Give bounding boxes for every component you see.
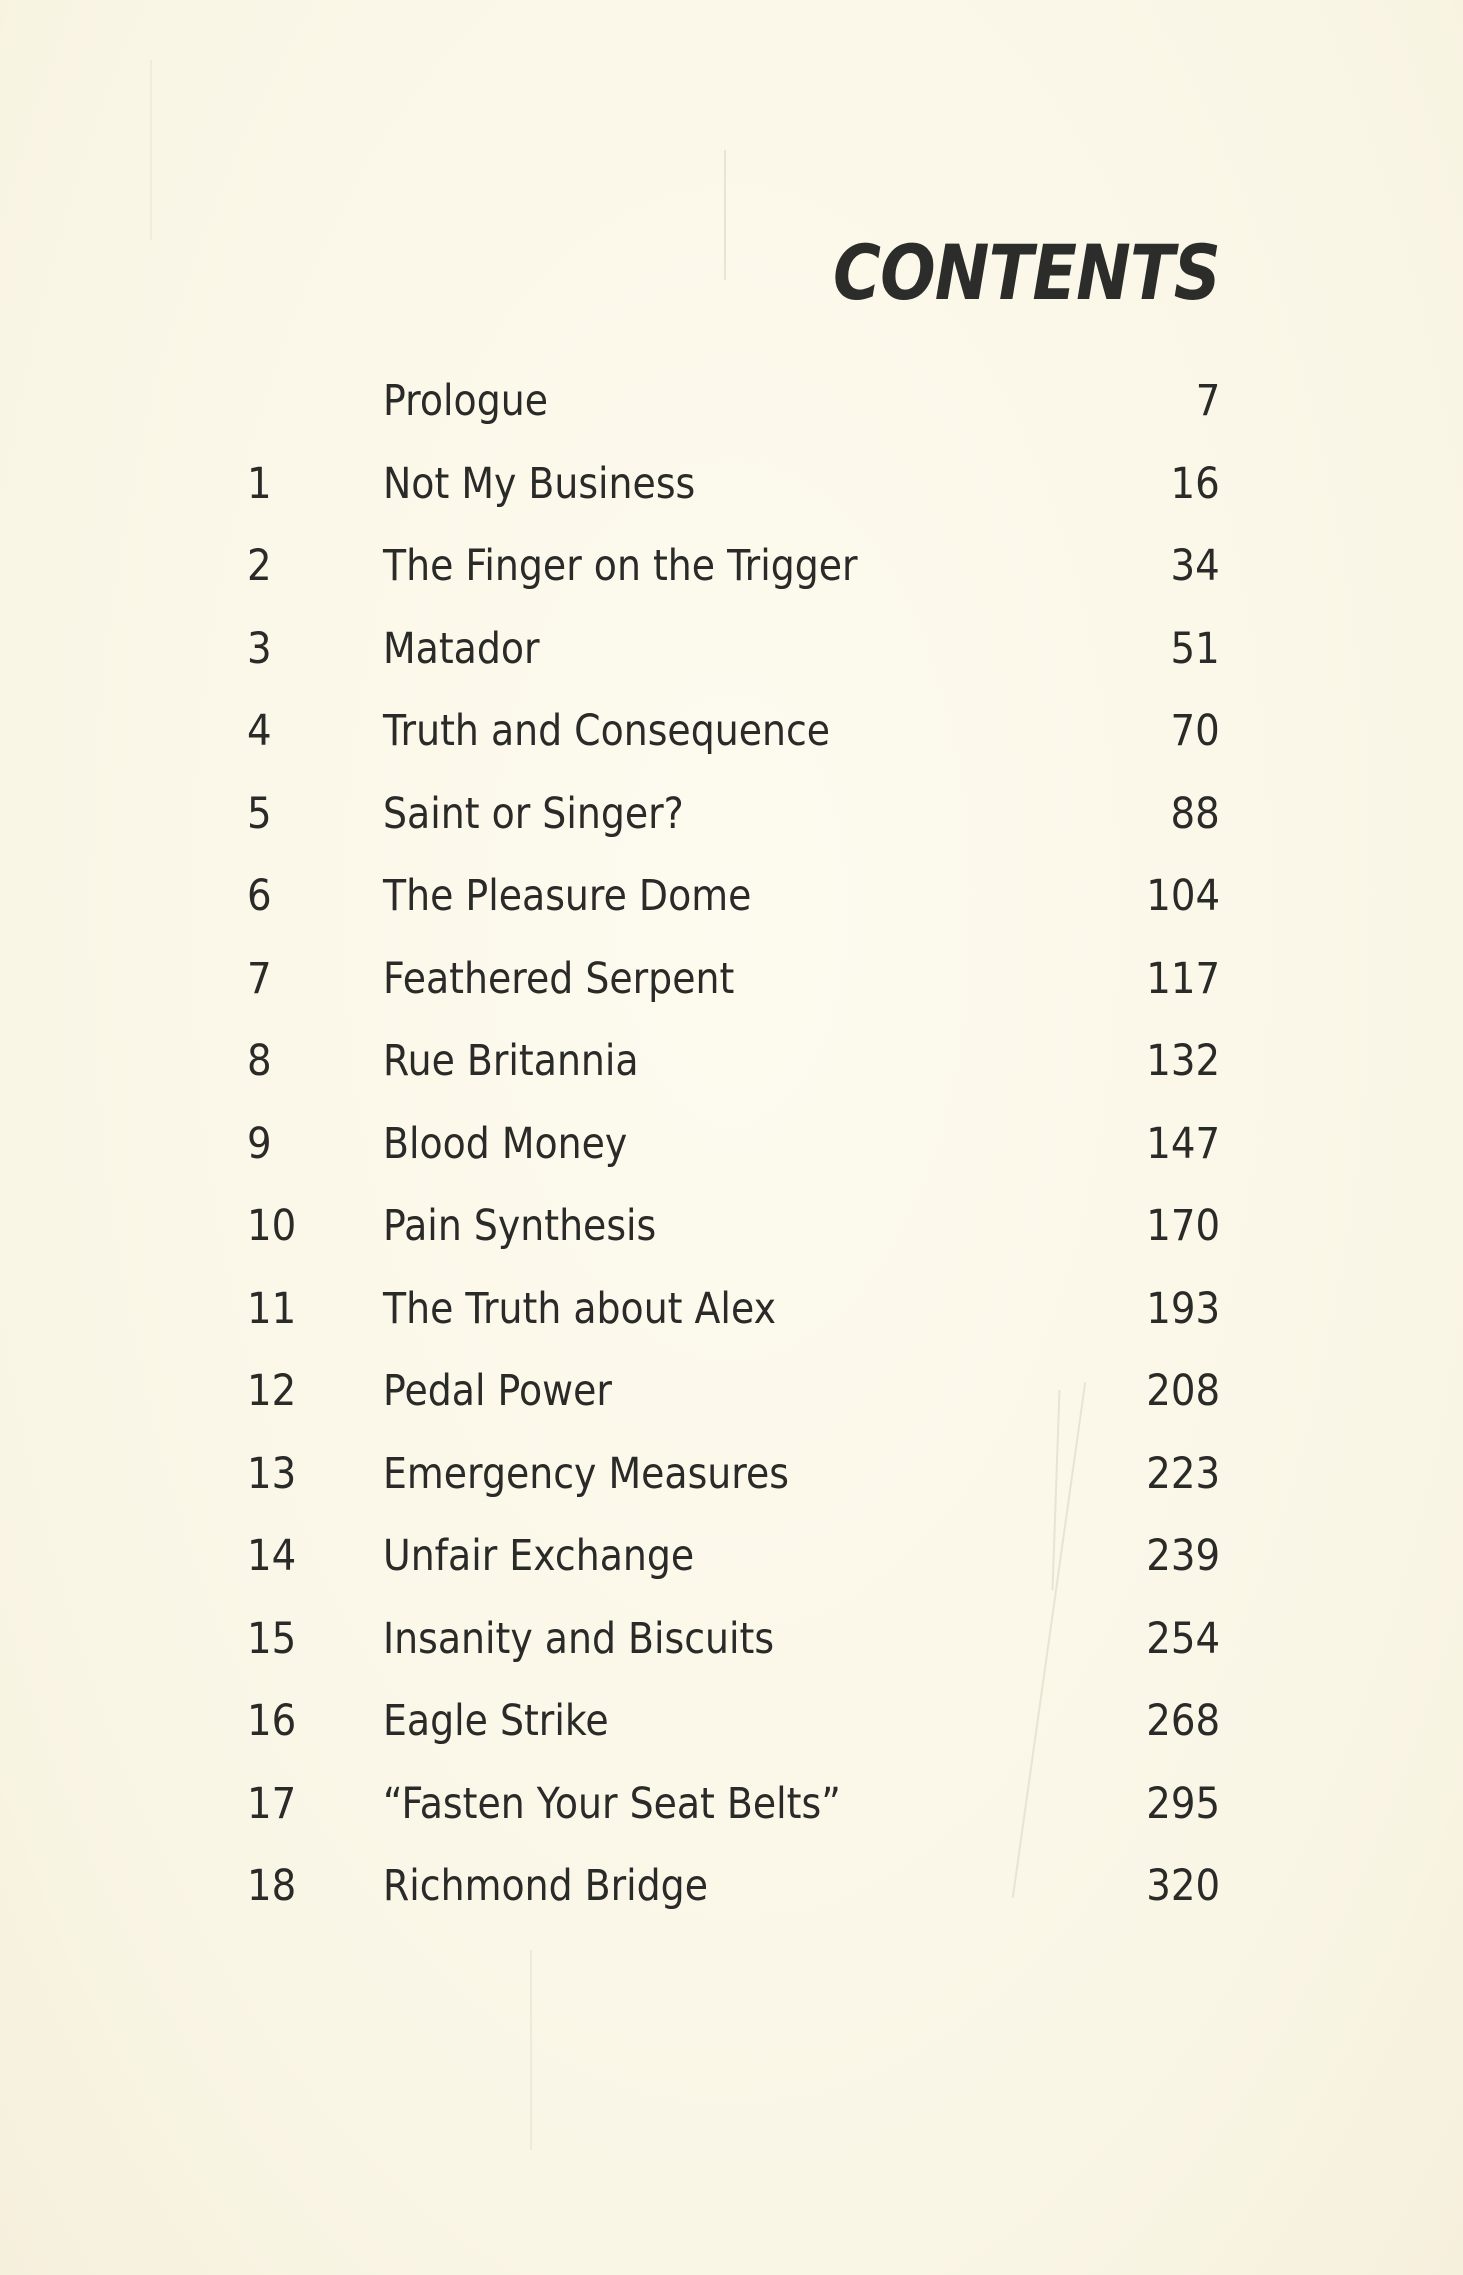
chapter-number: 13 bbox=[247, 1448, 297, 1499]
chapter-title: Pain Synthesis bbox=[383, 1201, 657, 1251]
page-number: 88 bbox=[1170, 788, 1220, 839]
toc-entry bbox=[0, 1448, 1463, 1536]
toc-entry bbox=[0, 1861, 1463, 1948]
toc-entry bbox=[0, 1613, 1463, 1701]
paper-crease-mark bbox=[724, 150, 726, 280]
chapter-number: 4 bbox=[247, 706, 272, 756]
page-number: 34 bbox=[1170, 541, 1220, 591]
chapter-number: 7 bbox=[247, 953, 272, 1004]
chapter-title: Emergency Measures bbox=[383, 1448, 789, 1499]
chapter-title: Feathered Serpent bbox=[383, 953, 735, 1004]
chapter-title: The Pleasure Dome bbox=[383, 871, 752, 921]
page-number: 223 bbox=[1146, 1448, 1220, 1499]
chapter-title: Not My Business bbox=[383, 458, 696, 509]
toc-entry bbox=[0, 788, 1463, 876]
page-number: 295 bbox=[1146, 1778, 1220, 1829]
toc-entry bbox=[0, 706, 1463, 793]
page-number: 7 bbox=[1195, 376, 1220, 426]
toc-entry bbox=[0, 1531, 1463, 1618]
toc-entry bbox=[0, 1118, 1463, 1206]
toc-entry bbox=[0, 623, 1463, 711]
paper-crease-mark bbox=[150, 60, 152, 240]
page-number: 147 bbox=[1146, 1118, 1220, 1169]
page-number: 268 bbox=[1146, 1696, 1220, 1746]
toc-entry bbox=[0, 1201, 1463, 1288]
chapter-number: 10 bbox=[247, 1201, 297, 1251]
chapter-number: 2 bbox=[247, 541, 272, 591]
toc-entry bbox=[0, 1036, 1463, 1123]
page-number: 16 bbox=[1170, 458, 1220, 509]
chapter-number: 8 bbox=[247, 1036, 272, 1086]
page-title: CONTENTS bbox=[833, 228, 1220, 317]
chapter-number: 5 bbox=[247, 788, 272, 839]
paper-crease-mark bbox=[530, 1950, 532, 2150]
chapter-number: 6 bbox=[247, 871, 272, 921]
page-number: 132 bbox=[1146, 1036, 1220, 1086]
toc-entry bbox=[0, 871, 1463, 958]
toc-entry bbox=[0, 458, 1463, 546]
page-number: 104 bbox=[1146, 871, 1220, 921]
chapter-number: 14 bbox=[247, 1531, 297, 1581]
page-number: 239 bbox=[1146, 1531, 1220, 1581]
chapter-title: Matador bbox=[383, 623, 540, 674]
chapter-number: 18 bbox=[247, 1861, 297, 1911]
chapter-title: Rue Britannia bbox=[383, 1036, 639, 1086]
page-number: 254 bbox=[1146, 1613, 1220, 1664]
page-number: 117 bbox=[1146, 953, 1220, 1004]
page-number: 208 bbox=[1146, 1366, 1220, 1416]
chapter-title: Blood Money bbox=[383, 1118, 628, 1169]
toc-entry bbox=[0, 541, 1463, 628]
chapter-title: The Truth about Alex bbox=[383, 1283, 776, 1334]
toc-entry bbox=[0, 1283, 1463, 1371]
chapter-number: 9 bbox=[247, 1118, 272, 1169]
toc-entry bbox=[0, 953, 1463, 1041]
toc-entry bbox=[0, 1778, 1463, 1866]
chapter-title: Saint or Singer? bbox=[383, 788, 684, 839]
page-number: 51 bbox=[1170, 623, 1220, 674]
table-of-contents bbox=[0, 376, 1463, 1948]
chapter-number: 16 bbox=[247, 1696, 297, 1746]
chapter-title: Prologue bbox=[383, 376, 548, 426]
chapter-title: The Finger on the Trigger bbox=[383, 541, 858, 591]
chapter-title: Insanity and Biscuits bbox=[383, 1613, 775, 1664]
chapter-number: 11 bbox=[247, 1283, 297, 1334]
toc-entry bbox=[0, 1366, 1463, 1453]
chapter-number: 1 bbox=[247, 458, 272, 509]
toc-entry bbox=[0, 1696, 1463, 1783]
chapter-number: 3 bbox=[247, 623, 272, 674]
page-number: 70 bbox=[1170, 706, 1220, 756]
chapter-title: Truth and Consequence bbox=[383, 706, 831, 756]
toc-entry bbox=[0, 376, 1463, 463]
page-number: 170 bbox=[1146, 1201, 1220, 1251]
chapter-title: Pedal Power bbox=[383, 1366, 612, 1416]
chapter-title: Richmond Bridge bbox=[383, 1861, 708, 1911]
chapter-number: 15 bbox=[247, 1613, 297, 1664]
page-number: 193 bbox=[1146, 1283, 1220, 1334]
page-number: 320 bbox=[1146, 1861, 1220, 1911]
chapter-number: 17 bbox=[247, 1778, 297, 1829]
chapter-title: “Fasten Your Seat Belts” bbox=[383, 1778, 841, 1829]
chapter-number: 12 bbox=[247, 1366, 297, 1416]
chapter-title: Unfair Exchange bbox=[383, 1531, 695, 1581]
chapter-title: Eagle Strike bbox=[383, 1696, 609, 1746]
